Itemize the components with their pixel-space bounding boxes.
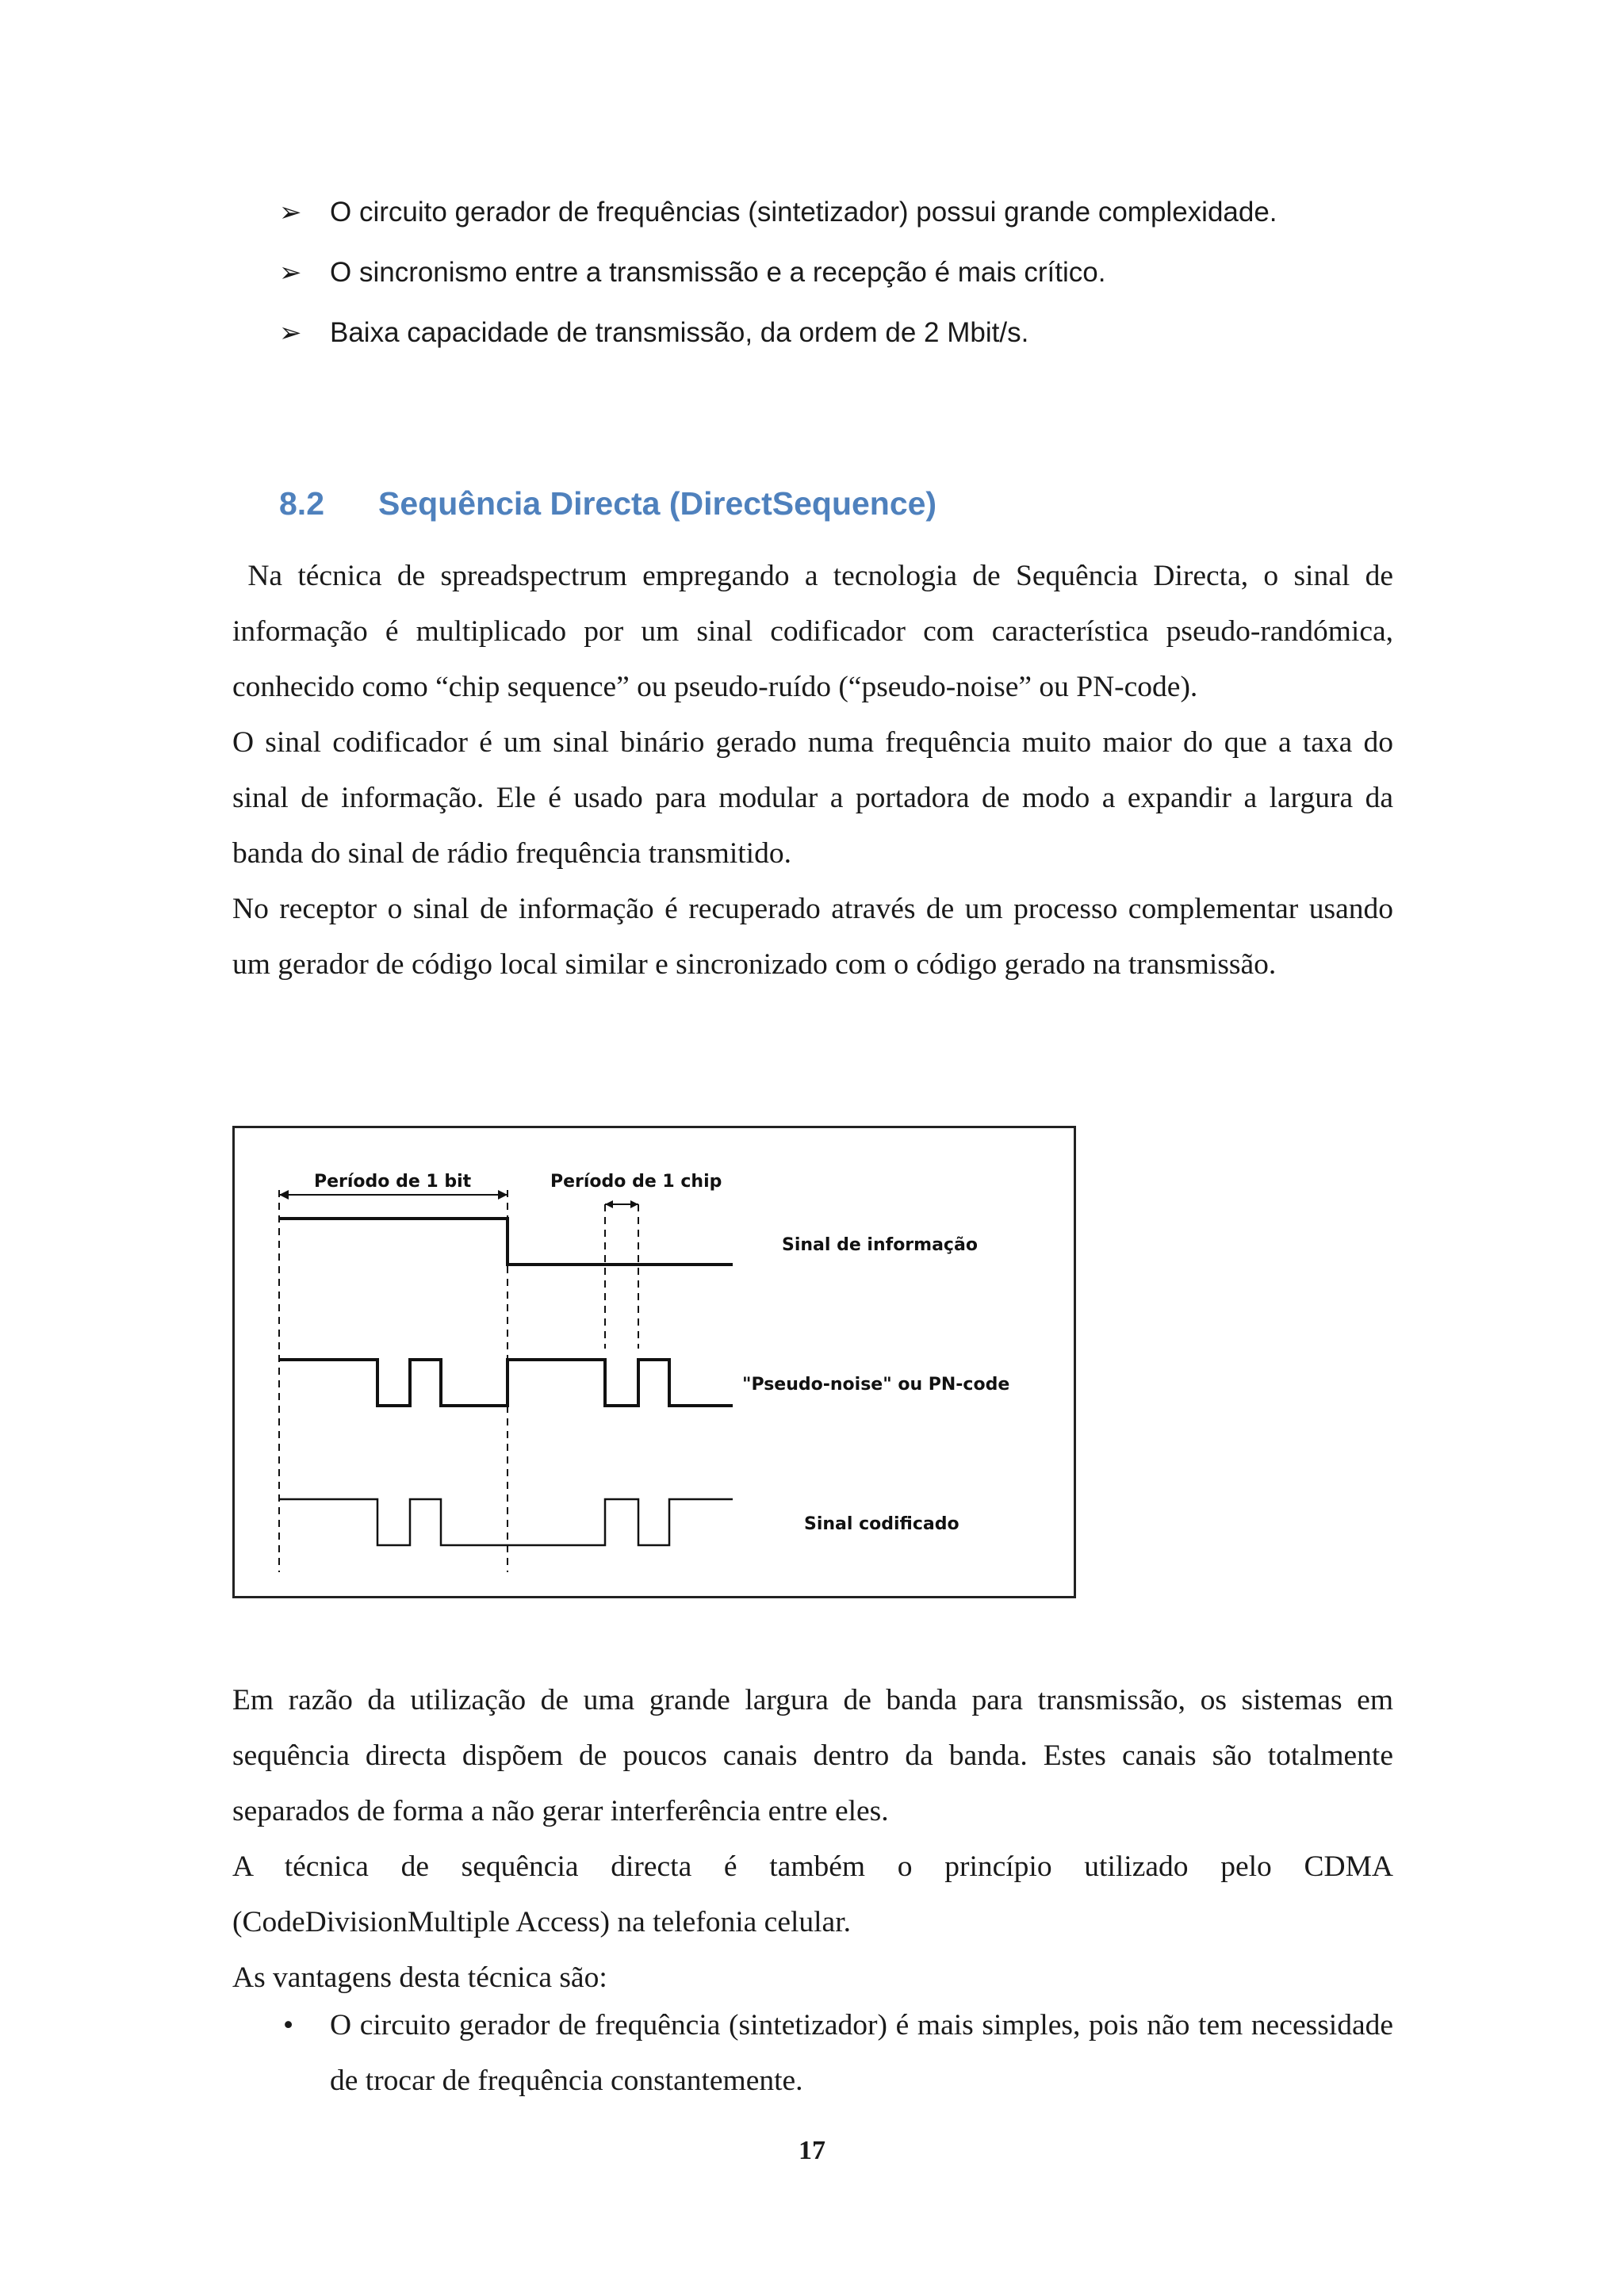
list-item bbox=[279, 192, 1429, 252]
paragraph: No receptor o sinal de informação é recuperado através de um processo complementar usando um gerador de código local similar e sincronizado com o código gerado na transmissão. bbox=[232, 893, 1393, 981]
list-item-text: O sincronismo entre a transmissão e a recepção é mais crítico. bbox=[330, 257, 1106, 288]
coded-signal-label: Sinal codificado bbox=[804, 1514, 959, 1534]
pn-code-label: "Pseudo-noise" ou PN-code bbox=[742, 1375, 1010, 1395]
coded-signal-trace bbox=[279, 1499, 733, 1545]
disadvantages-list bbox=[279, 192, 1429, 373]
section-number: 8.2 bbox=[279, 485, 324, 522]
information-signal-trace bbox=[279, 1219, 733, 1265]
section-title: Sequência Directa (DirectSequence) bbox=[378, 485, 937, 522]
arrowhead-icon bbox=[279, 1190, 289, 1200]
section-heading bbox=[279, 480, 936, 527]
arrowhead-icon bbox=[630, 1200, 638, 1208]
arrowhead-icon bbox=[605, 1200, 613, 1208]
signal-diagram bbox=[235, 1128, 1078, 1601]
pn-code-trace bbox=[279, 1360, 733, 1406]
paragraph: Em razão da utilização de uma grande largura de banda para transmissão, os sistemas em sequência directa dispõem de poucos canais dentro da banda. Estes canais são totalmente separados de forma a não gerar interferência entre eles. bbox=[232, 1684, 1393, 1827]
information-signal-label: Sinal de informação bbox=[782, 1235, 978, 1255]
post-figure-paragraphs bbox=[232, 1673, 1393, 2006]
intro-paragraphs bbox=[232, 549, 1401, 993]
list-item bbox=[279, 312, 1429, 373]
bit-period-label: Período de 1 bit bbox=[314, 1172, 472, 1192]
list-item-text: O circuito gerador de frequências (sintetizador) possui grande complexidade. bbox=[330, 197, 1277, 228]
arrow-bullet-icon: ➢ bbox=[279, 258, 302, 288]
list-item bbox=[232, 1998, 1393, 2109]
arrow-bullet-icon: ➢ bbox=[279, 197, 302, 228]
arrow-bullet-icon: ➢ bbox=[279, 318, 302, 348]
advantages-list bbox=[232, 1998, 1393, 2109]
paragraph: As vantagens desta técnica são: bbox=[232, 1961, 607, 1994]
bullet-dot-icon: • bbox=[283, 2009, 294, 2042]
arrowhead-icon bbox=[498, 1190, 508, 1200]
page-number: 17 bbox=[799, 2136, 825, 2165]
paragraph: O sinal codificador é um sinal binário gerado numa frequência muito maior do que a taxa do sinal de informação. Ele é usado para modular a portadora de modo a expandir a largura da banda do sinal de rádio frequência transmitido. bbox=[232, 726, 1393, 870]
paragraph: A técnica de sequência directa é também o princípio utilizado pelo CDMA (CodeDivisionMultiple Access) na telefonia celular. bbox=[232, 1850, 1393, 1938]
list-item-text: O circuito gerador de frequência (sintetizador) é mais simples, pois não tem necessidade de trocar de frequência constantemente. bbox=[330, 2009, 1393, 2097]
list-item bbox=[279, 252, 1429, 312]
direct-sequence-figure bbox=[232, 1126, 1076, 1598]
paragraph: Na técnica de spreadspectrum empregando a tecnologia de Sequência Directa, o sinal de informação é multiplicado por um sinal codificador com característica pseudo-randómica, conhecido como “chip sequence” ou pseudo-ruído (“pseudo-noise” ou PN-code). bbox=[232, 560, 1401, 703]
chip-period-label: Período de 1 chip bbox=[550, 1172, 722, 1192]
list-item-text: Baixa capacidade de transmissão, da ordem de 2 Mbit/s. bbox=[330, 317, 1029, 348]
